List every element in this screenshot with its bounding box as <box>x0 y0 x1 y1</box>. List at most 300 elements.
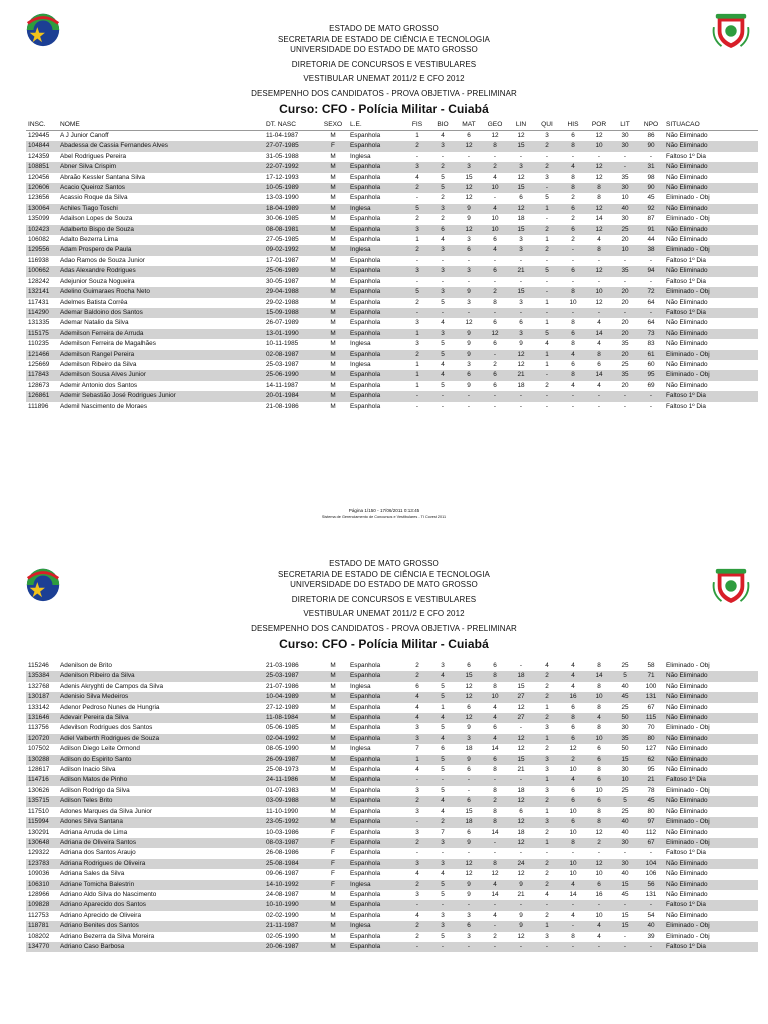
table-row <box>26 131 758 142</box>
table-cell: 5 <box>441 932 445 940</box>
table-cell: 2 <box>441 194 445 202</box>
table-cell: M <box>318 692 348 702</box>
table-cell: 35 <box>621 173 629 181</box>
table-cell: 6 <box>456 921 482 931</box>
course-title: Curso: CFO - Polícia Militar - Cuiabá <box>279 637 489 651</box>
table-cell: Adilson Rodrigo da Silva <box>60 786 130 794</box>
table-cell: 115246 <box>28 662 49 669</box>
table-cell: - <box>467 277 471 285</box>
table-cell: - <box>545 256 549 264</box>
table-cell: 7 <box>441 828 445 836</box>
table-cell: 24-08-1987 <box>266 890 299 898</box>
table-cell: Inglesa <box>348 204 404 214</box>
table-cell: Ademilson Ribeiro da Silva <box>60 360 137 368</box>
header-line: DIRETORIA DE CONCURSOS E VESTIBULARES <box>291 59 477 69</box>
table-cell: 18-04-1989 <box>264 204 318 214</box>
table-cell: 8 <box>597 724 601 732</box>
table-cell: 15 <box>508 287 534 297</box>
table-cell: 8 <box>597 662 601 669</box>
table-cell: - <box>560 942 586 952</box>
table-cell: 16 <box>560 692 586 702</box>
table-cell: Adones Silva Santana <box>58 817 264 827</box>
table-row <box>26 235 758 245</box>
table-cell: 45 <box>612 692 638 702</box>
table-row <box>26 828 758 838</box>
table-cell: 10-05-1989 <box>264 183 318 193</box>
table-cell: 110235 <box>28 340 49 348</box>
table-cell: 6 <box>482 370 508 380</box>
table-cell: - <box>415 256 419 264</box>
table-cell: 120606 <box>26 183 58 193</box>
table-cell: 30 <box>612 141 638 151</box>
table-cell: Abel Rodrigues Pereira <box>60 152 127 160</box>
table-cell: 2 <box>430 162 456 172</box>
table-cell: 6 <box>571 724 575 732</box>
table-row <box>26 682 758 692</box>
table-cell: 4 <box>571 911 575 919</box>
table-cell: M <box>330 298 336 306</box>
table-cell: 6 <box>597 745 601 753</box>
table-cell: - <box>415 849 419 857</box>
table-cell: 9 <box>456 838 482 848</box>
table-cell: Espanhola <box>348 329 404 339</box>
table-row <box>26 723 758 733</box>
table-cell: Não Eliminado <box>664 671 758 681</box>
table-cell: 8 <box>597 807 601 815</box>
table-cell: 130626 <box>28 786 50 794</box>
table-cell: 3 <box>456 266 482 276</box>
table-cell: 3 <box>430 329 456 339</box>
table-cell: 8 <box>597 703 601 711</box>
table-cell: 12 <box>491 870 499 878</box>
table-cell: 16 <box>595 890 603 898</box>
table-cell: 9 <box>519 340 523 348</box>
table-cell: M <box>330 911 336 919</box>
table-cell: 6 <box>560 734 586 744</box>
table-cell: 128242 <box>28 277 50 285</box>
table-cell: 4 <box>404 713 430 723</box>
table-cell: M <box>318 370 348 380</box>
table-cell: 9 <box>456 350 482 360</box>
table-cell: 54 <box>647 911 655 919</box>
table-cell: 12 <box>517 870 525 878</box>
table-cell: 2 <box>404 921 430 931</box>
table-cell: 3 <box>430 859 456 869</box>
table-cell: 8 <box>493 786 497 794</box>
table-cell: 15 <box>612 755 638 765</box>
table-cell: 12 <box>465 194 473 202</box>
table-cell: 1 <box>415 360 419 368</box>
table-cell: Inglesa <box>348 921 404 931</box>
table-cell: - <box>456 308 482 318</box>
table-cell: 2 <box>415 662 419 669</box>
table-row <box>26 848 758 858</box>
table-cell: 9 <box>456 329 482 339</box>
table-cell: 10 <box>569 766 577 774</box>
table-cell: 12 <box>508 838 534 848</box>
table-cell: 111896 <box>28 402 49 410</box>
table-cell: Eliminado - Obj <box>664 838 758 848</box>
table-cell: - <box>649 256 653 264</box>
table-cell: Espanhola <box>348 370 404 380</box>
table-cell: 131 <box>645 890 657 898</box>
table-cell: 40 <box>638 921 664 931</box>
table-row <box>26 713 758 723</box>
table-cell: - <box>571 277 575 285</box>
table-cell: 10 <box>491 215 499 223</box>
table-cell: 132141 <box>26 287 58 297</box>
table-cell: F <box>331 828 335 836</box>
table-cell: Adriana Sales da Silva <box>60 870 125 878</box>
table-cell: 106082 <box>28 236 50 244</box>
table-cell: Adilson Teles Brito <box>58 796 264 806</box>
table-cell: 6 <box>456 796 482 806</box>
table-cell: - <box>404 775 430 785</box>
table-cell: Inglesa <box>350 340 371 348</box>
table-cell: 2 <box>534 713 560 723</box>
table-cell: Espanhola <box>348 859 404 869</box>
table-cell: 4 <box>482 880 508 890</box>
table-cell: - <box>560 900 586 910</box>
table-cell: Faltoso 1º Dia <box>666 849 706 857</box>
table-cell: 02-04-1992 <box>264 734 318 744</box>
table-cell: 1 <box>415 132 419 139</box>
table-cell: F <box>318 859 348 869</box>
table-cell: 62 <box>638 755 664 765</box>
table-cell: Adenilson de Brito <box>60 662 112 669</box>
table-cell: 4 <box>482 713 508 723</box>
table-cell: 15 <box>508 141 534 151</box>
table-cell: 130187 <box>26 692 58 702</box>
table-cell: 1 <box>545 298 549 306</box>
table-cell: 12 <box>517 703 525 711</box>
table-cell: 8 <box>571 932 575 940</box>
table-cell: 5 <box>441 173 445 181</box>
column-header: NPO <box>638 119 664 131</box>
table-cell: 4 <box>586 713 612 723</box>
table-cell: - <box>560 245 586 255</box>
table-cell: 40 <box>612 817 638 827</box>
table-cell: 29-02-1988 <box>266 298 299 306</box>
table-cell: 30 <box>621 724 629 732</box>
table-cell: Espanhola <box>350 870 381 878</box>
table-cell: 30 <box>612 183 638 193</box>
table-cell: 4 <box>493 703 497 711</box>
table-cell: F <box>318 141 348 151</box>
table-row <box>26 890 758 900</box>
table-cell: 3 <box>415 828 419 836</box>
table-cell: 2 <box>545 828 549 836</box>
table-cell: 95 <box>647 766 655 774</box>
table-cell: 4 <box>441 807 445 815</box>
table-cell: 3 <box>404 162 430 172</box>
table-cell: 1 <box>545 236 549 244</box>
table-cell: M <box>330 360 336 368</box>
table-cell: - <box>441 277 445 285</box>
table-cell: 6 <box>482 755 508 765</box>
table-cell: 135384 <box>26 671 58 681</box>
table-row <box>26 318 758 328</box>
table-cell: 5 <box>430 350 456 360</box>
table-cell: 2 <box>404 183 430 193</box>
column-header: LIN <box>508 119 534 131</box>
table-cell: Faltoso 1º Dia <box>664 391 758 401</box>
table-cell: 09-02-1992 <box>264 245 318 255</box>
table-cell: - <box>404 942 430 952</box>
header-line: SECRETARIA DE ESTADO DE CIÊNCIA E TECNOLOGIA <box>277 569 490 579</box>
table-cell: 3 <box>415 807 419 815</box>
table-cell: 6 <box>519 319 523 327</box>
table-row <box>26 162 758 172</box>
table-cell: 6 <box>456 245 482 255</box>
table-cell: 9 <box>456 880 482 890</box>
table-cell: 12 <box>595 132 603 139</box>
table-cell: 6 <box>467 766 471 774</box>
table-cell: 128617 <box>28 766 50 774</box>
table-cell: 5 <box>441 766 445 774</box>
table-cell: Adejunior Souza Nogueira <box>60 277 135 285</box>
table-cell: 02-02-1990 <box>266 911 299 919</box>
table-cell: 12 <box>586 225 612 235</box>
table-row <box>26 817 758 827</box>
table-cell: 20-01-1984 <box>264 391 318 401</box>
table-cell: Inglesa <box>350 360 371 368</box>
table-cell: M <box>318 391 348 401</box>
table-cell: 131 <box>638 692 664 702</box>
table-cell: - <box>649 849 653 857</box>
table-cell: Adalto Bezerra Lima <box>60 236 118 244</box>
table-cell: - <box>623 402 627 410</box>
table-cell: Adilson Matos de Pinho <box>58 775 264 785</box>
table-cell: 3 <box>508 245 534 255</box>
table-cell: 18 <box>456 817 482 827</box>
table-cell: 2 <box>545 381 549 389</box>
table-cell: - <box>482 391 508 401</box>
table-cell: 4 <box>430 796 456 806</box>
table-cell: 14 <box>491 890 499 898</box>
table-cell: 9 <box>456 204 482 214</box>
table-cell: 2 <box>415 215 419 223</box>
table-cell: 24-11-1986 <box>264 775 318 785</box>
table-cell: Eliminado - Obj <box>666 724 710 732</box>
table-row <box>26 360 758 370</box>
table-cell: - <box>534 370 560 380</box>
table-cell: Espanhola <box>348 350 404 360</box>
table-cell: 3 <box>467 360 471 368</box>
table-cell: 2 <box>534 245 560 255</box>
table-row <box>26 734 758 744</box>
column-header: POR <box>586 119 612 131</box>
table-cell: 18 <box>517 786 525 794</box>
table-cell: 44 <box>647 236 655 244</box>
table-cell: 4 <box>415 911 419 919</box>
table-cell: 8 <box>597 682 601 690</box>
table-cell: 11-08-1984 <box>264 713 318 723</box>
table-cell: - <box>545 402 549 410</box>
table-cell: 3 <box>404 859 430 869</box>
table-cell: M <box>330 236 336 244</box>
table-cell: 6 <box>467 703 471 711</box>
table-cell: 50 <box>621 745 629 753</box>
table-cell: M <box>318 329 348 339</box>
table-cell: Inglesa <box>350 745 371 753</box>
table-cell: Espanhola <box>350 786 381 794</box>
table-cell: 10-11-1985 <box>266 340 299 348</box>
table-row <box>26 225 758 235</box>
table-cell: 30 <box>612 859 638 869</box>
table-cell: - <box>467 256 471 264</box>
table-cell: 1 <box>415 381 419 389</box>
table-cell: 130288 <box>26 755 58 765</box>
table-cell: Adelino Guimaraes Rocha Neto <box>58 287 264 297</box>
table-row <box>26 173 758 183</box>
table-cell: - <box>586 391 612 401</box>
table-cell: 8 <box>586 183 612 193</box>
table-cell: 10 <box>612 245 638 255</box>
table-cell: 106310 <box>26 880 58 890</box>
header-line: SECRETARIA DE ESTADO DE CIÊNCIA E TECNOLOGIA <box>277 34 490 44</box>
table-cell: 1 <box>545 319 549 327</box>
table-cell: 2 <box>545 870 549 878</box>
table-cell: F <box>318 838 348 848</box>
table-cell: 3 <box>441 911 445 919</box>
table-cell: 2 <box>482 287 508 297</box>
table-cell: 8 <box>586 350 612 360</box>
table-cell: - <box>493 194 497 202</box>
table-cell: 12 <box>517 173 525 181</box>
table-cell: 9 <box>456 755 482 765</box>
table-cell: - <box>430 308 456 318</box>
table-cell: Não Eliminado <box>666 298 708 306</box>
table-row <box>26 402 758 412</box>
table-cell: Ademar Baldoino dos Santos <box>58 308 264 318</box>
table-cell: - <box>534 183 560 193</box>
table-cell: 15 <box>621 911 629 919</box>
table-cell: Espanhola <box>348 755 404 765</box>
table-cell: Achiles Tiago Toschi <box>58 204 264 214</box>
table-cell: 6 <box>519 807 523 815</box>
table-cell: 135099 <box>28 215 50 223</box>
table-cell: 2 <box>534 141 560 151</box>
table-cell: 2 <box>545 745 549 753</box>
table-cell: 35 <box>612 370 638 380</box>
table-cell: M <box>330 194 336 202</box>
table-cell: 6 <box>493 340 497 348</box>
table-cell: Espanhola <box>350 724 381 732</box>
table-cell: 3 <box>545 932 549 940</box>
table-cell: 94 <box>638 266 664 276</box>
table-cell: 8 <box>493 298 497 306</box>
table-cell: 97 <box>638 817 664 827</box>
table-cell: 24 <box>508 859 534 869</box>
table-cell: 2 <box>430 817 456 827</box>
table-cell: Eliminado - Obj <box>664 370 758 380</box>
table-row <box>26 308 758 318</box>
table-cell: 2 <box>482 162 508 172</box>
table-cell: 14 <box>586 329 612 339</box>
table-cell: 30-06-1985 <box>266 215 299 223</box>
table-cell: 20-06-1987 <box>264 942 318 952</box>
table-cell: 3 <box>545 786 549 794</box>
table-cell: 21 <box>508 266 534 276</box>
table-cell: - <box>534 391 560 401</box>
table-cell: - <box>404 391 430 401</box>
table-row <box>26 391 758 401</box>
table-cell: - <box>623 849 627 857</box>
table-cell: 4 <box>560 350 586 360</box>
table-cell: M <box>330 703 336 711</box>
table-cell: 39 <box>647 932 655 940</box>
table-cell: 23-05-1992 <box>264 817 318 827</box>
table-cell: 25-06-1990 <box>264 370 318 380</box>
table-cell: M <box>330 724 336 732</box>
table-cell: 6 <box>571 786 575 794</box>
table-cell: Espanhola <box>350 319 381 327</box>
table-cell: 6 <box>571 132 575 139</box>
table-cell: Eliminado - Obj <box>664 921 758 931</box>
table-cell: - <box>519 849 523 857</box>
table-row <box>26 277 758 287</box>
table-cell: A J Junior Canoff <box>60 132 109 139</box>
table-cell: M <box>318 755 348 765</box>
table-cell: 115175 <box>26 329 58 339</box>
table-cell: 108851 <box>26 162 58 172</box>
table-cell: - <box>560 308 586 318</box>
table-cell: - <box>649 277 653 285</box>
table-cell: 20 <box>621 298 629 306</box>
table-cell: 1 <box>534 350 560 360</box>
table-cell: 8 <box>586 817 612 827</box>
table-cell: 3 <box>430 287 456 297</box>
table-cell: 12 <box>586 162 612 172</box>
table-cell: 9 <box>467 381 471 389</box>
table-cell: 2 <box>482 796 508 806</box>
table-cell: Espanhola <box>348 671 404 681</box>
table-cell: 126861 <box>26 391 58 401</box>
table-cell: 80 <box>638 734 664 744</box>
table-cell: 8 <box>482 671 508 681</box>
table-cell: 25-03-1987 <box>266 360 299 368</box>
table-cell: Adones Marques da Silva Junior <box>60 807 153 815</box>
table-cell: Espanhola <box>348 162 404 172</box>
table-cell: Inglesa <box>348 245 404 255</box>
table-cell: Acassio Roque da Silva <box>60 194 128 202</box>
table-cell: - <box>612 162 638 172</box>
table-cell: 5 <box>430 755 456 765</box>
table-row <box>26 755 758 765</box>
table-cell: Adailson Lopes de Souza <box>60 215 133 223</box>
table-cell: 25-06-1989 <box>264 266 318 276</box>
table-cell: 129322 <box>28 849 50 857</box>
table-cell: Faltoso 1º Dia <box>666 256 706 264</box>
table-cell: 3 <box>508 329 534 339</box>
table-cell: 05-06-1985 <box>266 724 299 732</box>
table-cell: 123656 <box>28 194 50 202</box>
table-cell: 12 <box>508 204 534 214</box>
table-row <box>26 152 758 162</box>
table-cell: 1 <box>441 703 445 711</box>
table-cell: 8 <box>493 766 497 774</box>
table-cell: 114716 <box>26 775 58 785</box>
table-cell: - <box>415 402 419 410</box>
table-cell: Não Eliminado <box>664 266 758 276</box>
table-row <box>26 703 758 713</box>
table-cell: 17-01-1987 <box>266 256 299 264</box>
table-cell: 12 <box>517 360 525 368</box>
table-cell: - <box>456 391 482 401</box>
column-header: LIT <box>612 119 638 131</box>
table-cell: 112753 <box>28 911 49 919</box>
